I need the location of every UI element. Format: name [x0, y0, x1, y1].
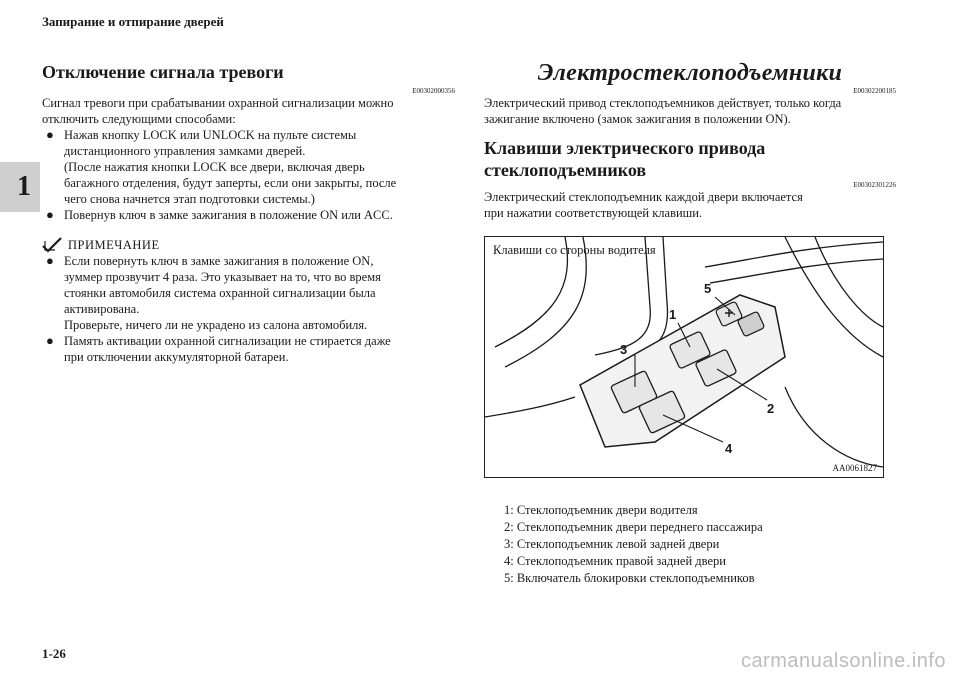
- note-label: ПРИМЕЧАНИЕ: [68, 237, 160, 252]
- bullet-item: [42, 127, 455, 207]
- bullet-line: Повернув ключ в замке зажигания в положение ON или ACC.: [64, 208, 393, 222]
- legend-item: 4: Стеклоподъемник правой задней двери: [504, 554, 726, 568]
- intro-line-2: отключить следующими способами:: [42, 112, 236, 126]
- section-code: E00302000356: [412, 87, 455, 95]
- bullet-line: дистанционного управления замками дверей.: [64, 144, 306, 158]
- legend-item: 2: Стеклоподъемник двери переднего пассажира: [504, 520, 763, 534]
- left-column: [42, 62, 455, 365]
- bullet-item: [42, 207, 455, 223]
- note-line: зуммер прозвучит 4 раза. Это указывает на то, что во время: [64, 270, 381, 284]
- note-bullet-item: [42, 333, 455, 365]
- callout-3: 3: [620, 342, 628, 357]
- legend-item: 3: Стеклоподъемник левой задней двери: [504, 537, 720, 551]
- running-header: Запирание и отпирание дверей: [42, 14, 224, 29]
- intro-line-1: Электрический привод стеклоподъемников действует, только когда: [484, 96, 842, 110]
- note-line: стоянки автомобиля система охранной сигнализации была: [64, 286, 376, 300]
- legend-item: 5: Включатель блокировки стеклоподъемников: [504, 571, 755, 585]
- bullet-icon: ●: [46, 253, 54, 268]
- legend-item: 1: Стеклоподъемник двери водителя: [504, 503, 698, 517]
- bullet-line: (После нажатия кнопки LOCK все двери, включая дверь: [64, 160, 365, 174]
- note-icon: [42, 237, 62, 253]
- note-bullet-item: [42, 253, 455, 333]
- bullet-icon: ●: [46, 333, 54, 348]
- note-line: Память активации охранной сигнализации не стирается даже: [64, 334, 391, 348]
- figure-legend: [504, 502, 904, 587]
- sub-text-line: Электрический стеклоподъемник каждой двери включается: [484, 190, 803, 204]
- subsection-code: E00302301226: [853, 181, 896, 189]
- intro-line-1: Сигнал тревоги при срабатывании охранной сигнализации можно: [42, 96, 394, 110]
- watermark: carmanualsonline.info: [740, 650, 946, 672]
- bullet-icon: ●: [46, 127, 54, 142]
- bullet-line: чего снова начнется этап подготовки системы.): [64, 192, 315, 206]
- section-title-alarm: Отключение сигнала тревоги: [42, 62, 284, 82]
- note-line: при отключении аккумуляторной батареи.: [64, 350, 289, 364]
- section-title-windows: Электростеклоподъемники: [537, 60, 843, 86]
- note-line: Проверьте, ничего ли не украдено из салона автомобиля.: [64, 318, 368, 332]
- figure-code: AA0061827: [832, 463, 877, 473]
- chapter-number: 1: [17, 171, 31, 202]
- subtitle-line: Клавиши электрического привода: [484, 138, 766, 158]
- page-number: 1-26: [42, 646, 66, 661]
- note-line: активирована.: [64, 302, 140, 316]
- subsection-title: [484, 137, 896, 181]
- bullet-icon: ●: [46, 207, 54, 222]
- subtitle-line: стеклоподъемников: [484, 160, 647, 180]
- switch-panel-illustration: [485, 237, 883, 477]
- chapter-tab: [0, 162, 40, 212]
- sub-text-line: при нажатии соответствующей клавиши.: [484, 206, 703, 220]
- window-switch-figure: [484, 236, 884, 478]
- callout-4: 4: [725, 441, 733, 456]
- right-column: [484, 60, 896, 221]
- bullet-line: Нажав кнопку LOCK или UNLOCK на пульте системы: [64, 128, 357, 142]
- callout-2: 2: [767, 401, 775, 416]
- section-code: E00302200185: [853, 87, 896, 95]
- note-line: Если повернуть ключ в замке зажигания в положение ON,: [64, 254, 374, 268]
- callout-1: 1: [669, 307, 677, 322]
- figure-caption: Клавиши со стороны водителя: [493, 243, 656, 257]
- callout-5: 5: [704, 281, 712, 296]
- bullet-line: багажного отделения, будут заперты, если они закрыты, после: [64, 176, 397, 190]
- note-header: [42, 237, 455, 253]
- intro-line-2: зажигание включено (замок зажигания в положении ON).: [484, 112, 791, 126]
